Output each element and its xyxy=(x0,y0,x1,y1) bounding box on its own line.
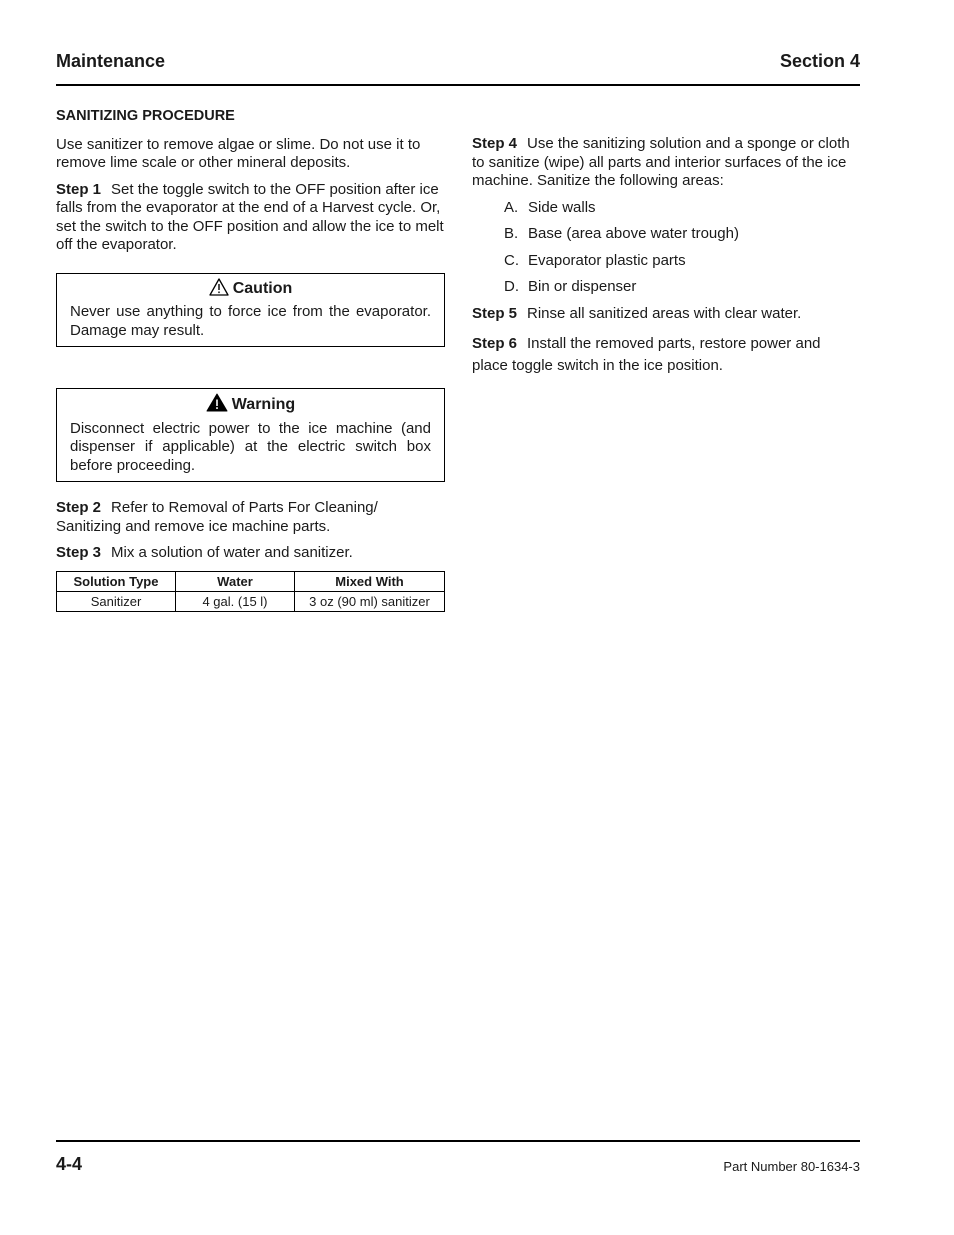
chapter-title: Maintenance xyxy=(56,51,166,71)
list-item xyxy=(472,225,860,244)
page-number: 4-4 xyxy=(56,1154,83,1174)
step-3 xyxy=(56,544,445,563)
caution-title xyxy=(70,278,431,302)
step-4 xyxy=(472,135,860,191)
step-6-label: Step 6 xyxy=(472,335,518,352)
step-5-text: Rinse all sanitized areas with clear water. xyxy=(527,304,802,322)
list-item-letter: C. xyxy=(504,251,519,269)
list-item-text: Evaporator plastic parts xyxy=(528,251,686,269)
step-6 xyxy=(472,333,860,377)
warning-text: Disconnect electric power to the ice machine (and dispenser if applicable) at the electric switch box before proceeding. xyxy=(70,419,431,474)
column-header-mixed-with: Mixed With xyxy=(295,571,445,591)
section-label: Section 4 xyxy=(779,51,860,71)
step-6-text: Install the removed parts, restore power and place toggle switch in the ice position. xyxy=(472,335,821,374)
step-1-label: Step 1 xyxy=(56,180,102,198)
list-item xyxy=(472,252,860,271)
step-2-label: Step 2 xyxy=(56,499,102,516)
solution-table xyxy=(56,571,445,612)
intro-paragraph: Use sanitizer to remove algae or slime. Do not use it to remove lime scale or other mineral deposits. xyxy=(56,135,421,171)
step-2 xyxy=(56,499,445,536)
step-4-text: Use the sanitizing solution and a sponge or cloth to sanitize (wipe) all parts and interior surfaces of the ice machine. Sanitize the following areas: xyxy=(472,135,850,189)
list-item-letter: A. xyxy=(504,198,519,216)
list-item xyxy=(472,199,860,218)
list-item xyxy=(472,278,860,297)
page-header xyxy=(56,50,860,86)
step-2-text: Refer to Removal of Parts For Cleaning/ Sanitizing and remove ice machine parts. xyxy=(56,499,378,535)
sanitize-areas-list xyxy=(472,199,860,297)
step-1-text: Set the toggle switch to the OFF position after ice falls from the evaporator at the end of a Harvest cycle. Or, set the switch to the OFF position and allow the ice to melt off the evaporator. xyxy=(56,180,444,253)
caution-title-text: Caution xyxy=(232,280,293,297)
cell-mixed-with: 3 oz (90 ml) sanitizer xyxy=(295,591,445,611)
step-4-label: Step 4 xyxy=(472,135,518,152)
column-header-solution-type: Solution Type xyxy=(57,571,176,591)
part-number: Part Number 80-1634-3 xyxy=(723,1159,860,1174)
list-item-letter: D. xyxy=(504,278,519,295)
table-header-row xyxy=(57,571,445,591)
list-item-text: Base (area above water trough) xyxy=(528,225,739,242)
table-row xyxy=(57,591,445,611)
cell-solution-type: Sanitizer xyxy=(57,591,176,611)
caution-icon xyxy=(209,278,229,302)
step-1 xyxy=(56,181,445,255)
step-5-label: Step 5 xyxy=(472,304,518,322)
caution-text: Never use anything to force ice from the evaporator. Damage may result. xyxy=(70,303,431,339)
step-3-text: Mix a solution of water and sanitizer. xyxy=(111,544,353,561)
step-3-label: Step 3 xyxy=(56,544,102,561)
warning-title-text: Warning xyxy=(231,396,296,413)
page-footer xyxy=(56,1140,860,1174)
right-column xyxy=(472,135,860,385)
section-heading: SANITIZING PROCEDURE xyxy=(56,108,235,124)
list-item-letter: B. xyxy=(504,225,519,242)
column-header-water: Water xyxy=(176,571,295,591)
list-item-text: Bin or dispenser xyxy=(528,278,637,295)
caution-box xyxy=(56,273,445,348)
list-item-text: Side walls xyxy=(528,198,596,216)
left-column xyxy=(56,107,445,612)
step-5 xyxy=(472,305,860,324)
warning-icon xyxy=(206,393,228,418)
warning-title xyxy=(70,393,431,418)
cell-water: 4 gal. (15 l) xyxy=(176,591,295,611)
warning-box xyxy=(56,388,445,482)
